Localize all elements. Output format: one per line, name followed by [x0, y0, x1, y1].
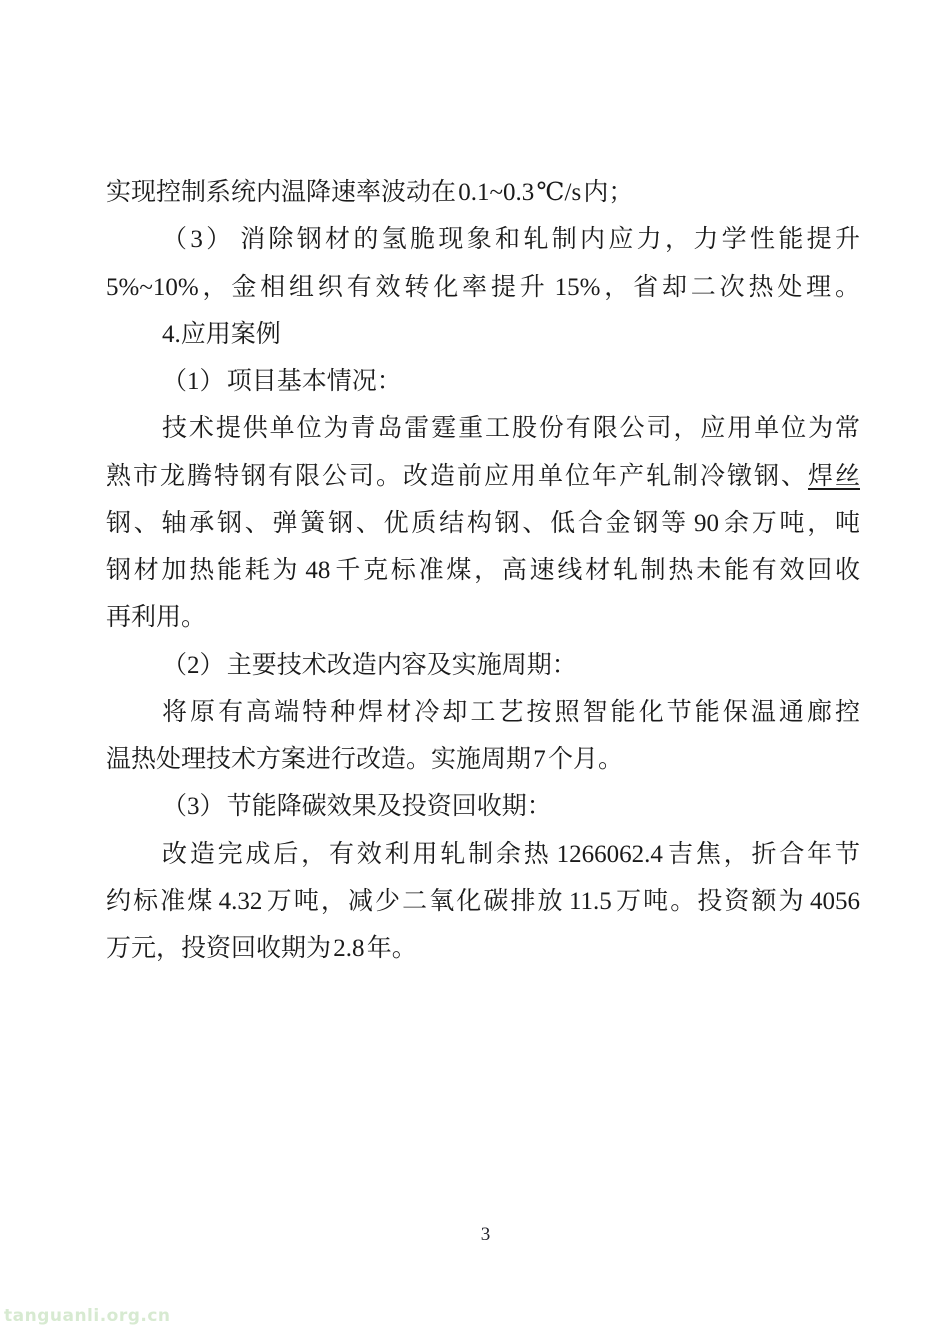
document-line: 再利用。: [106, 604, 207, 632]
document-line: （3） 消除钢材的氢脆现象和轧制内应力，力学性能提升: [162, 226, 860, 254]
document-line: 5%~10%，金相组织有效转化率提升 15%，省却二次热处理。: [106, 273, 860, 301]
document-line: 温热处理技术方案进行改造。实施周期 7 个月。: [106, 746, 624, 773]
underlined-text: 焊丝: [807, 462, 860, 490]
document-line: 将原有高端特种焊材冷却工艺按照智能化节能保温通廊控: [162, 698, 860, 726]
document-line: （2） 主要技术改造内容及实施周期：: [162, 651, 577, 679]
document-line: 改造完成后，有效利用轧制余热 1266062.4 吉焦，折合年节: [162, 840, 860, 868]
document-line: 实现控制系统内温降速率波动在 0.1~0.3 ℃/s 内；: [106, 179, 634, 206]
document-line: 钢材加热能耗为 48 千克标准煤，高速线材轧制热未能有效回收: [106, 557, 860, 584]
document-line: 技术提供单位为青岛雷霆重工股份有限公司，应用单位为常: [162, 415, 860, 443]
document-body: [106, 169, 860, 972]
document-line: 钢、轴承钢、弹簧钢、优质结构钢、低合金钢等 90 余万吨，吨: [106, 509, 860, 537]
document-line: 约标准煤 4.32 万吨，减少二氧化碳排放 11.5 万吨。投资额为 4056: [106, 887, 860, 915]
page-number: 3: [480, 1224, 491, 1245]
document-line: 4.应用案例: [162, 320, 281, 348]
document-line: 万元，投资回收期为 2.8 年。: [106, 935, 417, 962]
document-line: 熟市龙腾特钢有限公司。改造前应用单位年产轧制冷镦钢、焊丝: [106, 462, 860, 490]
watermark: tanguanli.org.cn: [4, 1306, 171, 1326]
document-line: （3） 节能降碳效果及投资回收期：: [162, 793, 552, 821]
document-line: （1） 项目基本情况：: [162, 368, 402, 395]
